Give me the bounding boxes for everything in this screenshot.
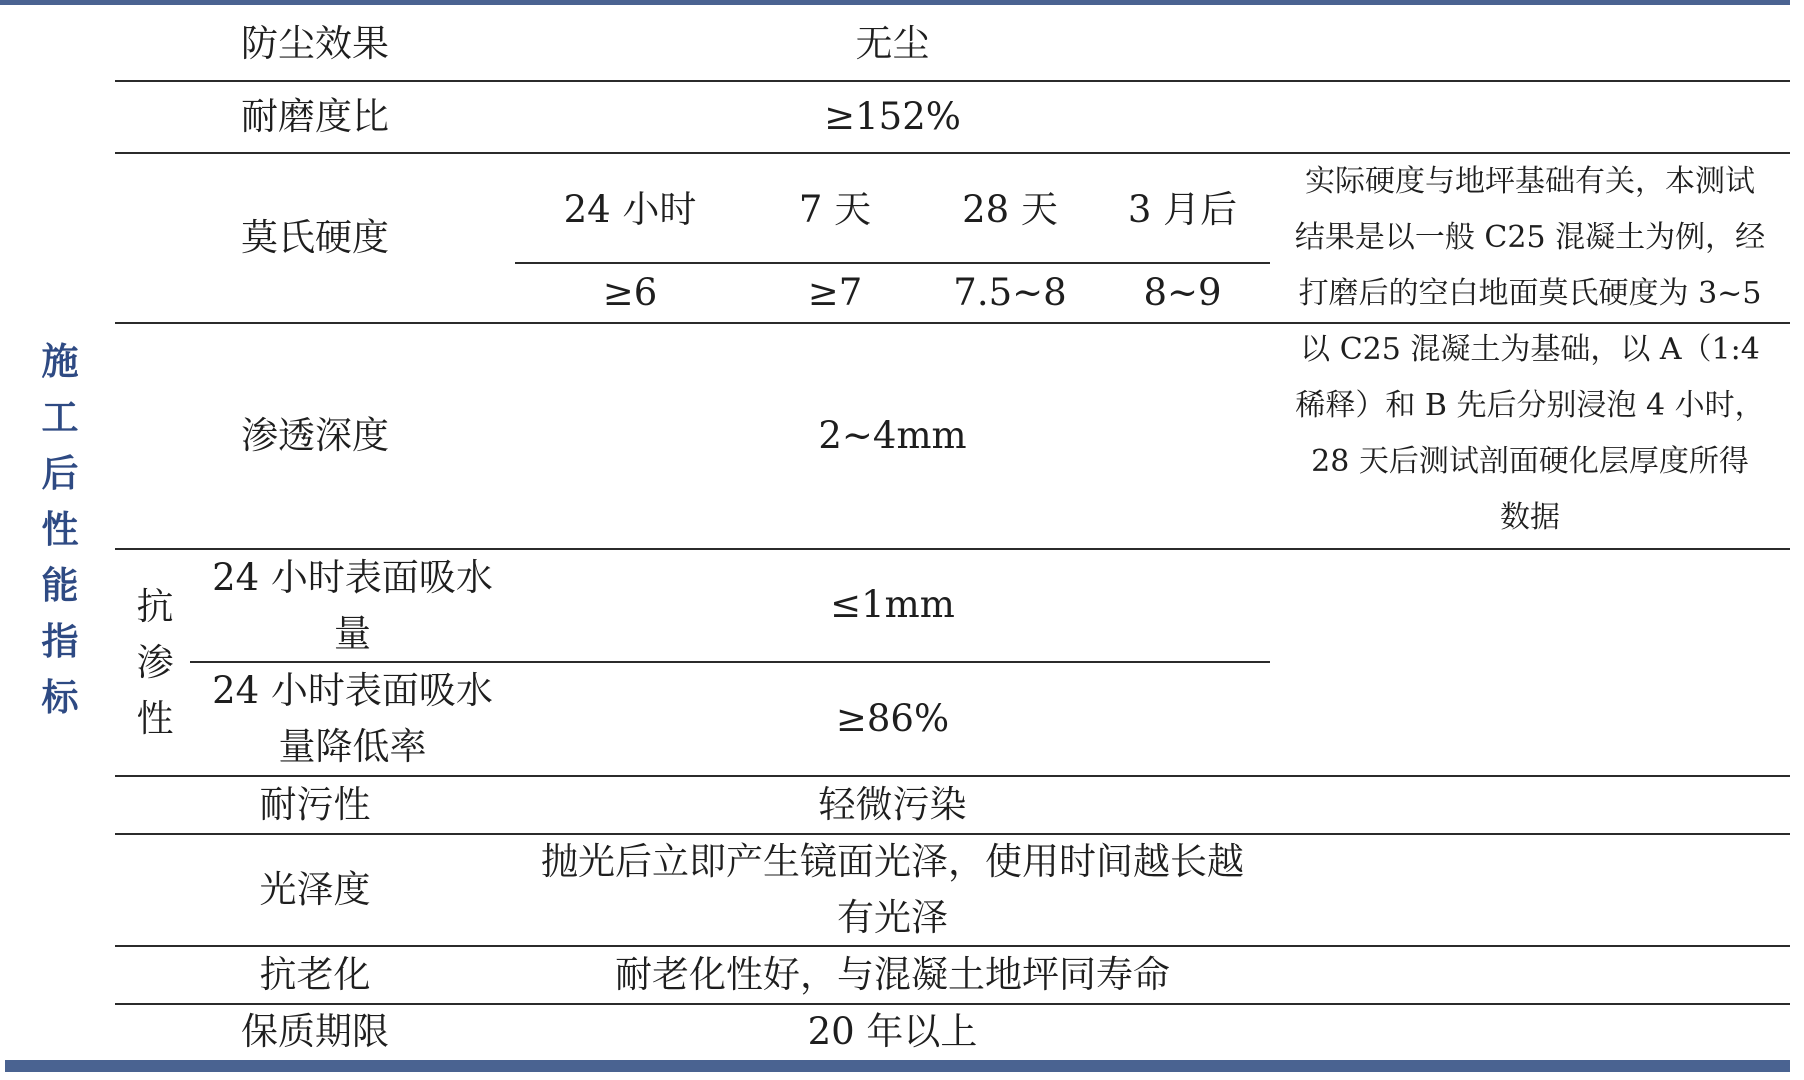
penetration-label: 渗透深度 bbox=[241, 413, 389, 457]
hardness-note-line-1: 实际硬度与地坪基础有关，本测试 bbox=[1305, 164, 1755, 199]
absorption-label-line-2: 量 bbox=[334, 611, 371, 655]
warranty-value: 20 年以上 bbox=[807, 1010, 978, 1054]
reduction-label bbox=[190, 663, 515, 775]
side-label bbox=[30, 330, 90, 730]
imperm-label-char-1: 渗 bbox=[136, 640, 174, 684]
reduction-value: ≥86% bbox=[835, 696, 950, 740]
gloss-label: 光泽度 bbox=[259, 867, 371, 911]
gloss-value bbox=[515, 835, 1270, 945]
hardness-header-24h: 24 小时 bbox=[563, 187, 697, 231]
reduction-label-line-1: 24 小时表面吸水 bbox=[212, 669, 493, 712]
top-accent-bar bbox=[0, 0, 1790, 5]
imperm-label-char-2: 性 bbox=[136, 696, 174, 740]
hardness-header-7d: 7 天 bbox=[798, 187, 872, 231]
reduction-label-line-2: 量降低率 bbox=[278, 725, 427, 768]
hardness-header-3m: 3 月后 bbox=[1127, 187, 1238, 231]
wear-value: ≥152% bbox=[824, 94, 961, 138]
side-label-char-4: 能 bbox=[41, 564, 79, 607]
impermeability-group-label bbox=[120, 550, 190, 775]
dust-value: 无尘 bbox=[855, 21, 930, 65]
hardness-header-28d: 28 天 bbox=[962, 187, 1058, 231]
imperm-label-char-0: 抗 bbox=[136, 584, 174, 628]
hardness-note bbox=[1275, 154, 1785, 322]
hardness-value-7d: ≥7 bbox=[807, 270, 863, 314]
side-label-char-1: 工 bbox=[41, 396, 79, 439]
side-label-char-2: 后 bbox=[41, 452, 79, 495]
hardness-value-3m: 8~9 bbox=[1143, 270, 1222, 314]
absorption-value: ≤1mm bbox=[830, 583, 955, 627]
penetration-note-line-4: 数据 bbox=[1500, 500, 1560, 535]
penetration-note-line-2: 稀释）和 B 先后分别浸泡 4 小时， bbox=[1295, 388, 1765, 423]
gloss-value-line-2: 有光泽 bbox=[837, 896, 948, 939]
warranty-label: 保质期限 bbox=[241, 1010, 389, 1054]
side-label-char-3: 性 bbox=[41, 508, 79, 551]
side-label-char-0: 施 bbox=[41, 340, 79, 383]
side-label-char-6: 标 bbox=[41, 676, 79, 719]
aging-value: 耐老化性好，与混凝土地坪同寿命 bbox=[615, 952, 1170, 996]
wear-label: 耐磨度比 bbox=[241, 94, 389, 138]
penetration-note bbox=[1275, 322, 1785, 546]
hardness-note-line-2: 结果是以一般 C25 混凝土为例，经 bbox=[1294, 220, 1766, 255]
aging-label: 抗老化 bbox=[259, 952, 371, 996]
dust-label: 防尘效果 bbox=[241, 21, 389, 65]
absorption-label bbox=[190, 550, 515, 661]
bottom-accent-bar bbox=[5, 1060, 1790, 1072]
gloss-value-line-1: 抛光后立即产生镜面光泽，使用时间越长越 bbox=[541, 840, 1244, 883]
hardness-value-24h: ≥6 bbox=[602, 270, 658, 314]
hardness-note-line-3: 打磨后的空白地面莫氏硬度为 3~5 bbox=[1298, 276, 1762, 311]
stain-value: 轻微污染 bbox=[818, 782, 967, 826]
hardness-value-28d: 7.5~8 bbox=[953, 270, 1067, 314]
penetration-note-line-3: 28 天后测试剖面硬化层厚度所得 bbox=[1311, 444, 1749, 479]
hardness-label: 莫氏硬度 bbox=[241, 215, 389, 259]
stain-label: 耐污性 bbox=[259, 782, 371, 826]
absorption-label-line-1: 24 小时表面吸水 bbox=[212, 555, 493, 599]
penetration-value: 2~4mm bbox=[818, 413, 967, 457]
side-label-char-5: 指 bbox=[41, 620, 79, 663]
penetration-note-line-1: 以 C25 混凝土为基础，以 A（1:4 bbox=[1300, 332, 1760, 367]
